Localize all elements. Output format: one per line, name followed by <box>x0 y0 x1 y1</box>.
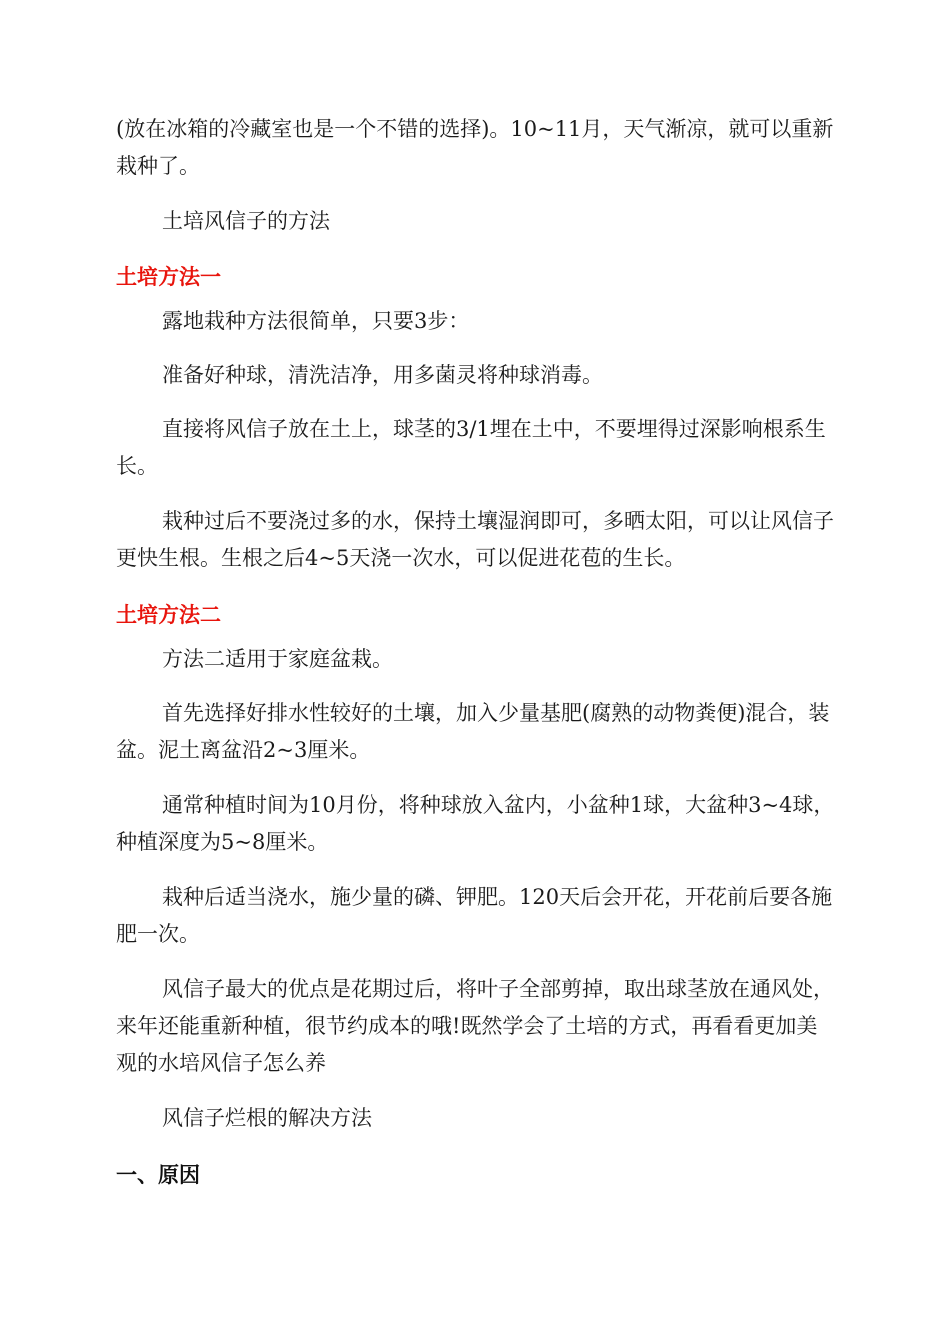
heading-method-two: 土培方法二 <box>116 603 221 627</box>
paragraph-step-prepare: 准备好种球，清洗洁净，用多菌灵将种球消毒。 <box>162 363 603 387</box>
paragraph-root-rot-title: 风信子烂根的解决方法 <box>162 1106 372 1130</box>
heading-cause: 一、原因 <box>116 1163 200 1187</box>
paragraph-pot-intro: 方法二适用于家庭盆栽。 <box>162 647 393 671</box>
paragraph-advantage: 风信子最大的优点是花期过后，将叶子全部剪掉，取出球茎放在通风处，来年还能重新种植，很节约成本的哦!既然学会了土培的方式，再看看更加美观的水培风信子怎么养 <box>116 977 834 1075</box>
heading-method-one: 土培方法一 <box>116 265 221 289</box>
paragraph-intro: (放在冰箱的冷藏室也是一个不错的选择)。10~11月，天气渐凉，就可以重新栽种了。 <box>116 117 834 178</box>
paragraph-pot-fertilize: 栽种后适当浇水，施少量的磷、钾肥。120天后会开花，开花前后要各施肥一次。 <box>116 885 833 946</box>
paragraph-pot-soil: 首先选择好排水性较好的土壤，加入少量基肥(腐熟的动物粪便)混合，装盆。泥土离盆沿2~3厘米。 <box>116 701 830 762</box>
paragraph-step-plant: 直接将风信子放在土上，球茎的3/1埋在土中，不要埋得过深影响根系生长。 <box>116 417 826 478</box>
paragraph-pot-timing: 通常种植时间为10月份，将种球放入盆内，小盆种1球，大盆种3~4球，种植深度为5~8厘米。 <box>116 793 835 854</box>
paragraph-soil-method-title: 土培风信子的方法 <box>162 209 330 233</box>
paragraph-step-water: 栽种过后不要浇过多的水，保持土壤湿润即可，多晒太阳，可以让风信子更快生根。生根之后4~5天浇一次水，可以促进花苞的生长。 <box>116 509 834 570</box>
paragraph-outdoor-steps: 露地栽种方法很简单，只要3步： <box>162 309 470 333</box>
